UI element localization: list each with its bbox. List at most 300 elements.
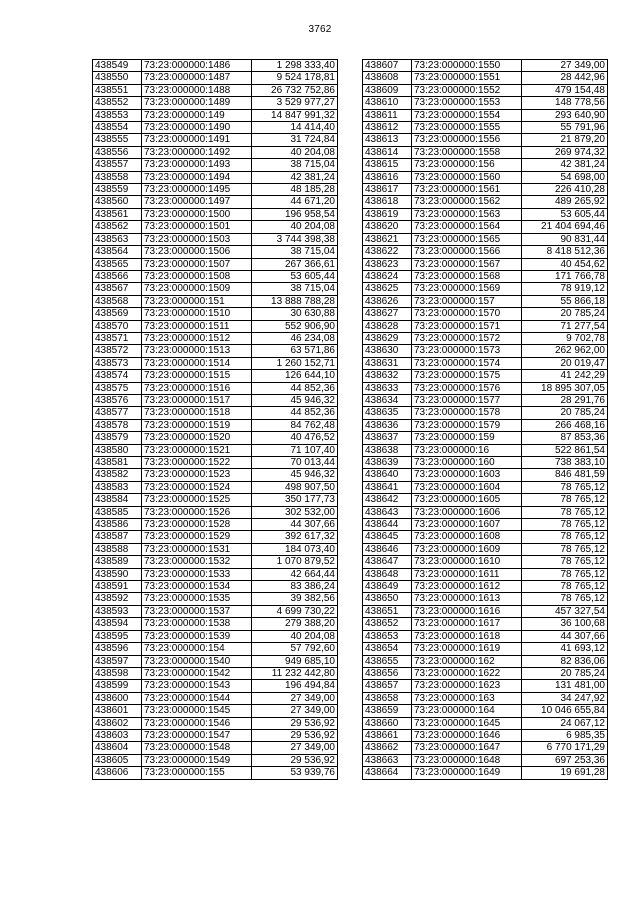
record-number-cell: 438582 [93,469,142,481]
table-row [363,97,608,109]
record-number-cell: 438604 [93,742,142,754]
table-row [93,506,338,518]
table-row [363,717,608,729]
cadastral-number-cell: 73:23:000000:1545 [142,705,252,717]
table-row [363,506,608,518]
cadastral-number-cell: 73:23:000000:1550 [412,60,522,72]
table-row [93,419,338,431]
record-number-cell: 438652 [363,618,412,630]
record-number-cell: 438595 [93,630,142,642]
table-row [363,84,608,96]
cadastral-number-cell: 73:23:000000:1548 [142,742,252,754]
cadastral-number-cell: 73:23:000000:1507 [142,258,252,270]
table-row [93,332,338,344]
table-row [363,295,608,307]
table-row [363,72,608,84]
cadastral-number-cell: 73:23:000000:1552 [412,84,522,96]
value-cell: 46 234,08 [252,332,338,344]
table-row [363,543,608,555]
record-number-cell: 438571 [93,332,142,344]
value-cell: 498 907,50 [252,481,338,493]
value-cell: 171 766,78 [522,270,608,282]
record-number-cell: 438639 [363,457,412,469]
cadastral-number-cell: 73:23:000000:1647 [412,742,522,754]
record-number-cell: 438609 [363,84,412,96]
value-cell: 53 605,44 [252,270,338,282]
table-row [93,60,338,72]
cadastral-number-cell: 73:23:000000:1543 [142,680,252,692]
cadastral-number-cell: 73:23:000000:1487 [142,72,252,84]
record-number-cell: 438629 [363,332,412,344]
record-number-cell: 438562 [93,221,142,233]
cadastral-number-cell: 73:23:000000:1537 [142,605,252,617]
cadastral-number-cell: 73:23:000000:1532 [142,556,252,568]
record-number-cell: 438633 [363,382,412,394]
table-row [363,184,608,196]
table-row [363,122,608,134]
cadastral-number-cell: 73:23:000000:154 [142,643,252,655]
cadastral-number-cell: 73:23:000000:1553 [412,97,522,109]
value-cell: 42 664,44 [252,568,338,580]
value-cell: 21 404 694,46 [522,221,608,233]
cadastral-number-cell: 73:23:000000:1539 [142,630,252,642]
record-number-cell: 438552 [93,97,142,109]
value-cell: 27 349,00 [252,692,338,704]
cadastral-number-cell: 73:23:000000:1603 [412,469,522,481]
value-cell: 738 383,10 [522,457,608,469]
cadastral-number-cell: 73:23:000000:1556 [412,134,522,146]
cadastral-number-cell: 73:23:000000:1570 [412,308,522,320]
table-row [93,246,338,258]
record-number-cell: 438654 [363,643,412,655]
cadastral-number-cell: 73:23:000000:1544 [142,692,252,704]
record-number-cell: 438597 [93,655,142,667]
table-row [93,717,338,729]
record-number-cell: 438559 [93,184,142,196]
value-cell: 148 778,56 [522,97,608,109]
value-cell: 350 177,73 [252,494,338,506]
cadastral-number-cell: 73:23:000000:1571 [412,320,522,332]
value-cell: 9 702,78 [522,332,608,344]
table-row [363,643,608,655]
record-number-cell: 438590 [93,568,142,580]
record-number-cell: 438596 [93,643,142,655]
table-row [363,246,608,258]
value-cell: 84 762,48 [252,419,338,431]
record-number-cell: 438601 [93,705,142,717]
table-row [363,270,608,282]
record-number-cell: 438551 [93,84,142,96]
record-number-cell: 438612 [363,122,412,134]
record-number-cell: 438560 [93,196,142,208]
record-number-cell: 438638 [363,444,412,456]
table-row [363,519,608,531]
table-row [363,568,608,580]
cadastral-number-cell: 73:23:000000:1622 [412,667,522,679]
cadastral-number-cell: 73:23:000000:1525 [142,494,252,506]
cadastral-number-cell: 73:23:000000:1568 [412,270,522,282]
cadastral-number-cell: 73:23:000000:1604 [412,481,522,493]
table-row [363,593,608,605]
page-number: 3762 [308,24,332,35]
value-cell: 10 046 655,84 [522,705,608,717]
record-number-cell: 438583 [93,481,142,493]
record-number-cell: 438566 [93,270,142,282]
table-row [363,742,608,754]
cadastral-number-cell: 73:23:000000:1561 [412,184,522,196]
record-number-cell: 438615 [363,159,412,171]
cadastral-number-cell: 73:23:000000:1503 [142,233,252,245]
cadastral-number-cell: 73:23:000000:1562 [412,196,522,208]
cadastral-number-cell: 73:23:000000:1494 [142,171,252,183]
table-row [93,531,338,543]
value-cell: 18 895 307,05 [522,382,608,394]
cadastral-number-cell: 73:23:000000:1515 [142,370,252,382]
table-row [93,84,338,96]
record-number-cell: 438632 [363,370,412,382]
cadastral-number-cell: 73:23:000000:1516 [142,382,252,394]
table-row [93,171,338,183]
table-row [363,556,608,568]
value-cell: 70 013,44 [252,457,338,469]
record-number-cell: 438651 [363,605,412,617]
cadastral-number-cell: 73:23:000000:1613 [412,593,522,605]
cadastral-number-cell: 73:23:000000:16 [412,444,522,456]
record-number-cell: 438645 [363,531,412,543]
table-row [363,618,608,630]
table-row [93,519,338,531]
value-cell: 63 571,86 [252,345,338,357]
record-number-cell: 438584 [93,494,142,506]
cadastral-number-cell: 73:23:000000:1524 [142,481,252,493]
value-cell: 3 529 977,27 [252,97,338,109]
value-cell: 82 836,06 [522,655,608,667]
cadastral-number-cell: 73:23:000000:1546 [142,717,252,729]
table-row [93,295,338,307]
value-cell: 4 699 730,22 [252,605,338,617]
record-number-cell: 438641 [363,481,412,493]
value-cell: 78 765,12 [522,494,608,506]
record-number-cell: 438579 [93,432,142,444]
table-row [363,382,608,394]
value-cell: 41 242,29 [522,370,608,382]
cadastral-number-cell: 73:23:000000:1572 [412,332,522,344]
cadastral-number-cell: 73:23:000000:1508 [142,270,252,282]
record-number-cell: 438561 [93,208,142,220]
table-row [93,568,338,580]
record-number-cell: 438659 [363,705,412,717]
record-number-cell: 438642 [363,494,412,506]
cadastral-number-cell: 73:23:000000:1534 [142,581,252,593]
table-row [363,357,608,369]
value-cell: 293 640,90 [522,109,608,121]
cadastral-number-cell: 73:23:000000:1564 [412,221,522,233]
table-row [93,382,338,394]
table-row [93,72,338,84]
table-row [363,419,608,431]
cadastral-number-cell: 73:23:000000:1542 [142,667,252,679]
record-number-cell: 438556 [93,146,142,158]
record-number-cell: 438599 [93,680,142,692]
cadastral-number-cell: 73:23:000000:1569 [412,283,522,295]
cadastral-number-cell: 73:23:000000:1491 [142,134,252,146]
table-row [363,320,608,332]
table-row [363,196,608,208]
cadastral-number-cell: 73:23:000000:1538 [142,618,252,630]
record-number-cell: 438650 [363,593,412,605]
value-cell: 28 442,96 [522,72,608,84]
cadastral-number-cell: 73:23:000000:162 [412,655,522,667]
value-cell: 19 691,28 [522,767,608,779]
table-row [93,394,338,406]
table-row [93,655,338,667]
table-row [363,680,608,692]
record-number-cell: 438640 [363,469,412,481]
cadastral-number-cell: 73:23:000000:1520 [142,432,252,444]
record-number-cell: 438586 [93,519,142,531]
table-row [93,134,338,146]
table-row [93,370,338,382]
value-cell: 39 382,56 [252,593,338,605]
table-row [93,196,338,208]
value-cell: 78 765,12 [522,543,608,555]
cadastral-number-cell: 73:23:000000:1573 [412,345,522,357]
table-row [363,457,608,469]
table-row [93,729,338,741]
cadastral-number-cell: 73:23:000000:1574 [412,357,522,369]
value-cell: 41 693,12 [522,643,608,655]
cadastral-number-cell: 73:23:000000:1500 [142,208,252,220]
record-number-cell: 438605 [93,754,142,766]
value-cell: 78 765,12 [522,506,608,518]
value-cell: 71 277,54 [522,320,608,332]
record-number-cell: 438626 [363,295,412,307]
table-row [363,754,608,766]
table-row [363,208,608,220]
record-number-cell: 438600 [93,692,142,704]
value-cell: 40 204,08 [252,221,338,233]
table-row [363,655,608,667]
record-number-cell: 438630 [363,345,412,357]
left-register-table [92,59,338,780]
value-cell: 279 388,20 [252,618,338,630]
cadastral-number-cell: 73:23:000000:1549 [142,754,252,766]
table-row [363,444,608,456]
record-number-cell: 438648 [363,568,412,580]
record-number-cell: 438618 [363,196,412,208]
value-cell: 40 454,62 [522,258,608,270]
cadastral-number-cell: 73:23:000000:160 [412,457,522,469]
cadastral-number-cell: 73:23:000000:1489 [142,97,252,109]
value-cell: 42 381,24 [522,159,608,171]
value-cell: 38 715,04 [252,159,338,171]
cadastral-number-cell: 73:23:000000:1531 [142,543,252,555]
cadastral-number-cell: 73:23:000000:1526 [142,506,252,518]
record-number-cell: 438558 [93,171,142,183]
record-number-cell: 438576 [93,394,142,406]
value-cell: 6 985,35 [522,729,608,741]
value-cell: 44 307,66 [252,519,338,531]
cadastral-number-cell: 73:23:000000:1645 [412,717,522,729]
record-number-cell: 438613 [363,134,412,146]
cadastral-number-cell: 73:23:000000:155 [142,767,252,779]
cadastral-number-cell: 73:23:000000:1488 [142,84,252,96]
record-number-cell: 438589 [93,556,142,568]
table-row [93,146,338,158]
cadastral-number-cell: 73:23:000000:1523 [142,469,252,481]
table-row [93,742,338,754]
table-row [93,556,338,568]
cadastral-number-cell: 73:23:000000:1555 [412,122,522,134]
cadastral-number-cell: 73:23:000000:1511 [142,320,252,332]
table-row [93,184,338,196]
cadastral-number-cell: 73:23:000000:1577 [412,394,522,406]
cadastral-number-cell: 73:23:000000:1501 [142,221,252,233]
value-cell: 40 204,08 [252,146,338,158]
record-number-cell: 438616 [363,171,412,183]
value-cell: 44 671,20 [252,196,338,208]
table-row [363,432,608,444]
record-number-cell: 438655 [363,655,412,667]
value-cell: 48 185,28 [252,184,338,196]
table-row [363,233,608,245]
cadastral-number-cell: 73:23:000000:1560 [412,171,522,183]
cadastral-number-cell: 73:23:000000:1608 [412,531,522,543]
cadastral-number-cell: 73:23:000000:1619 [412,643,522,655]
value-cell: 20 785,24 [522,308,608,320]
value-cell: 44 852,36 [252,407,338,419]
record-number-cell: 438588 [93,543,142,555]
table-row [93,680,338,692]
cadastral-number-cell: 73:23:000000:1506 [142,246,252,258]
value-cell: 78 765,12 [522,519,608,531]
cadastral-number-cell: 73:23:000000:1579 [412,419,522,431]
record-number-cell: 438624 [363,270,412,282]
table-row [93,643,338,655]
table-row [93,605,338,617]
record-number-cell: 438553 [93,109,142,121]
table-row [93,407,338,419]
record-number-cell: 438581 [93,457,142,469]
record-number-cell: 438661 [363,729,412,741]
table-row [93,581,338,593]
record-number-cell: 438585 [93,506,142,518]
table-row [93,481,338,493]
record-number-cell: 438572 [93,345,142,357]
cadastral-number-cell: 73:23:000000:1529 [142,531,252,543]
record-number-cell: 438592 [93,593,142,605]
table-row [363,605,608,617]
table-row [93,692,338,704]
table-row [363,258,608,270]
table-row [93,320,338,332]
table-row [363,692,608,704]
cadastral-number-cell: 73:23:000000:1493 [142,159,252,171]
table-row [93,270,338,282]
value-cell: 55 791,96 [522,122,608,134]
cadastral-number-cell: 73:23:000000:1497 [142,196,252,208]
cadastral-number-cell: 73:23:000000:1606 [412,506,522,518]
value-cell: 226 410,28 [522,184,608,196]
table-row [93,308,338,320]
table-row [363,60,608,72]
table-row [93,667,338,679]
record-number-cell: 438591 [93,581,142,593]
record-number-cell: 438563 [93,233,142,245]
value-cell: 11 232 442,80 [252,667,338,679]
table-row [363,171,608,183]
cadastral-number-cell: 73:23:000000:1617 [412,618,522,630]
record-number-cell: 438567 [93,283,142,295]
value-cell: 40 204,08 [252,630,338,642]
table-row [93,283,338,295]
cadastral-number-cell: 73:23:000000:1575 [412,370,522,382]
value-cell: 697 253,36 [522,754,608,766]
table-row [93,357,338,369]
value-cell: 78 765,12 [522,593,608,605]
table-row [363,469,608,481]
cadastral-number-cell: 73:23:000000:1490 [142,122,252,134]
cadastral-number-cell: 73:23:000000:159 [412,432,522,444]
cadastral-number-cell: 73:23:000000:1495 [142,184,252,196]
table-row [363,494,608,506]
record-number-cell: 438617 [363,184,412,196]
value-cell: 40 476,52 [252,432,338,444]
value-cell: 13 888 788,28 [252,295,338,307]
cadastral-number-cell: 73:23:000000:149 [142,109,252,121]
cadastral-number-cell: 73:23:000000:1578 [412,407,522,419]
value-cell: 78 765,12 [522,531,608,543]
value-cell: 522 861,54 [522,444,608,456]
value-cell: 6 770 171,29 [522,742,608,754]
value-cell: 87 853,36 [522,432,608,444]
cadastral-number-cell: 73:23:000000:1547 [142,729,252,741]
table-row [363,109,608,121]
table-row [93,208,338,220]
cadastral-number-cell: 73:23:000000:1519 [142,419,252,431]
record-number-cell: 438649 [363,581,412,593]
cadastral-number-cell: 73:23:000000:1607 [412,519,522,531]
value-cell: 269 974,32 [522,146,608,158]
record-number-cell: 438620 [363,221,412,233]
record-number-cell: 438644 [363,519,412,531]
record-number-cell: 438663 [363,754,412,766]
table-row [363,581,608,593]
value-cell: 20 019,47 [522,357,608,369]
value-cell: 78 919,12 [522,283,608,295]
cadastral-number-cell: 73:23:000000:1648 [412,754,522,766]
table-row [363,767,608,779]
cadastral-number-cell: 73:23:000000:1576 [412,382,522,394]
value-cell: 24 067,12 [522,717,608,729]
record-number-cell: 438634 [363,394,412,406]
record-number-cell: 438636 [363,419,412,431]
record-number-cell: 438660 [363,717,412,729]
record-number-cell: 438653 [363,630,412,642]
value-cell: 27 349,00 [252,705,338,717]
record-number-cell: 438657 [363,680,412,692]
value-cell: 1 298 333,40 [252,60,338,72]
value-cell: 34 247,92 [522,692,608,704]
table-row [93,543,338,555]
cadastral-number-cell: 73:23:000000:157 [412,295,522,307]
record-number-cell: 438602 [93,717,142,729]
record-number-cell: 438621 [363,233,412,245]
table-row [93,767,338,779]
table-row [363,345,608,357]
record-number-cell: 438607 [363,60,412,72]
value-cell: 131 481,00 [522,680,608,692]
